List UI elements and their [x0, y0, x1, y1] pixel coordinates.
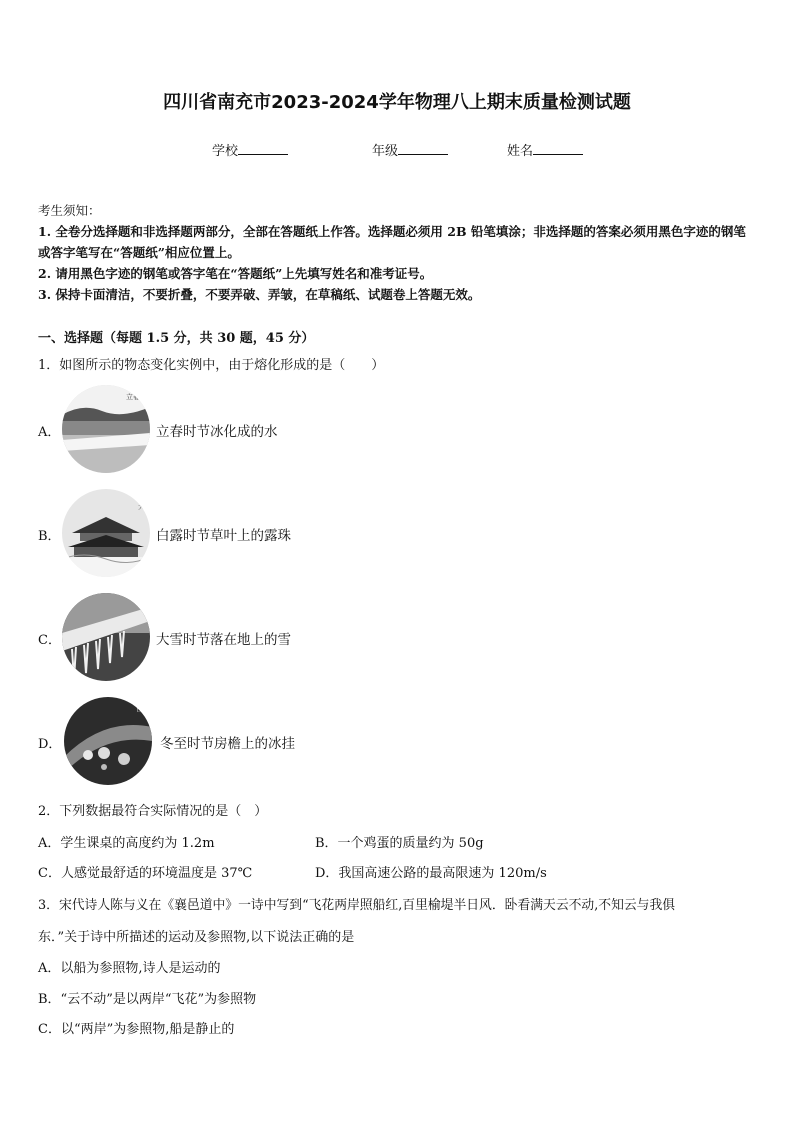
question-2-stem: 2．下列数据最符合实际情况的是（ ） — [38, 804, 268, 819]
svg-text:白露: 白露 — [136, 705, 150, 713]
svg-text:冬: 冬 — [138, 599, 145, 607]
q3-option-b: B．“云不动”是以两岸“飞花”为参照物 — [38, 992, 257, 1007]
name-label: 姓名 — [507, 144, 534, 159]
icicles-image — [62, 593, 150, 681]
grade-field — [372, 140, 448, 159]
snowy-temple-image — [62, 489, 150, 577]
exam-notes — [38, 200, 758, 305]
grade-blank — [398, 142, 448, 155]
notes-item: 3. 保持卡面清洁，不要折叠，不要弄破、弄皱，在草稿纸、试题卷上答题无效。 — [38, 287, 481, 302]
question-1-stem: 1．如图所示的物态变化实例中，由于熔化形成的是（ ） — [38, 358, 385, 373]
q3-option-c: C．以“两岸”为参照物,船是静止的 — [38, 1022, 235, 1037]
ice-melting-image — [62, 385, 150, 473]
q2-option-b: B．一个鸡蛋的质量约为 50g — [315, 836, 484, 851]
question-3-stem-line2: 东．”关于诗中所描述的运动及参照物,以下说法正确的是 — [38, 930, 355, 945]
school-field — [212, 140, 288, 159]
option-a-label: A． — [38, 425, 61, 440]
school-label: 学校 — [212, 144, 239, 159]
notes-heading: 考生须知： — [38, 203, 101, 218]
option-c-label: C． — [38, 633, 61, 648]
q2-option-c: C．人感觉最舒适的环境温度是 37℃ — [38, 866, 253, 881]
question-3-stem-line1: 3．宋代诗人陈与义在《襄邑道中》一诗中写到“飞花两岸照船红,百里榆堤半日风．卧看满天云不动,不知云与我俱 — [38, 898, 676, 913]
q2-option-d: D．我国高速公路的最高限速为 120m/s — [315, 866, 547, 881]
svg-text:大: 大 — [138, 503, 145, 511]
option-d-text: 冬至时节房檐上的冰挂 — [160, 736, 295, 752]
dew-drops-image — [64, 697, 152, 785]
notes-item: 2. 请用黑色字迹的钢笔或答字笔在“答题纸”上先填写姓名和准考证号。 — [38, 266, 433, 281]
section-heading: 一、选择题（每题 1.5 分，共 30 题，45 分） — [38, 331, 315, 346]
page-title: 四川省南充市2023-2024学年物理八上期末质量检测试题 — [163, 92, 631, 113]
school-blank — [238, 142, 288, 155]
notes-item: 1. 全卷分选择题和非选择题两部分，全部在答题纸上作答。选择题必须用 2B 铅笔填涂；非选择题的答案必须用黑色字迹的钢笔或答字笔写在“答题纸”相应位置上。 — [38, 224, 746, 260]
grade-label: 年级 — [372, 144, 399, 159]
q3-option-a: A．以船为参照物,诗人是运动的 — [38, 961, 221, 976]
name-field — [507, 140, 583, 159]
option-d-label: D． — [38, 737, 62, 752]
name-blank — [533, 142, 583, 155]
option-c-text: 大雪时节落在地上的雪 — [156, 632, 291, 648]
option-b-label: B． — [38, 529, 61, 544]
svg-text:立春: 立春 — [126, 393, 140, 401]
option-b-text: 白露时节草叶上的露珠 — [156, 528, 291, 544]
q2-option-a: A．学生课桌的高度约为 1.2m — [38, 836, 215, 851]
option-a-text: 立春时节冰化成的水 — [156, 424, 278, 440]
